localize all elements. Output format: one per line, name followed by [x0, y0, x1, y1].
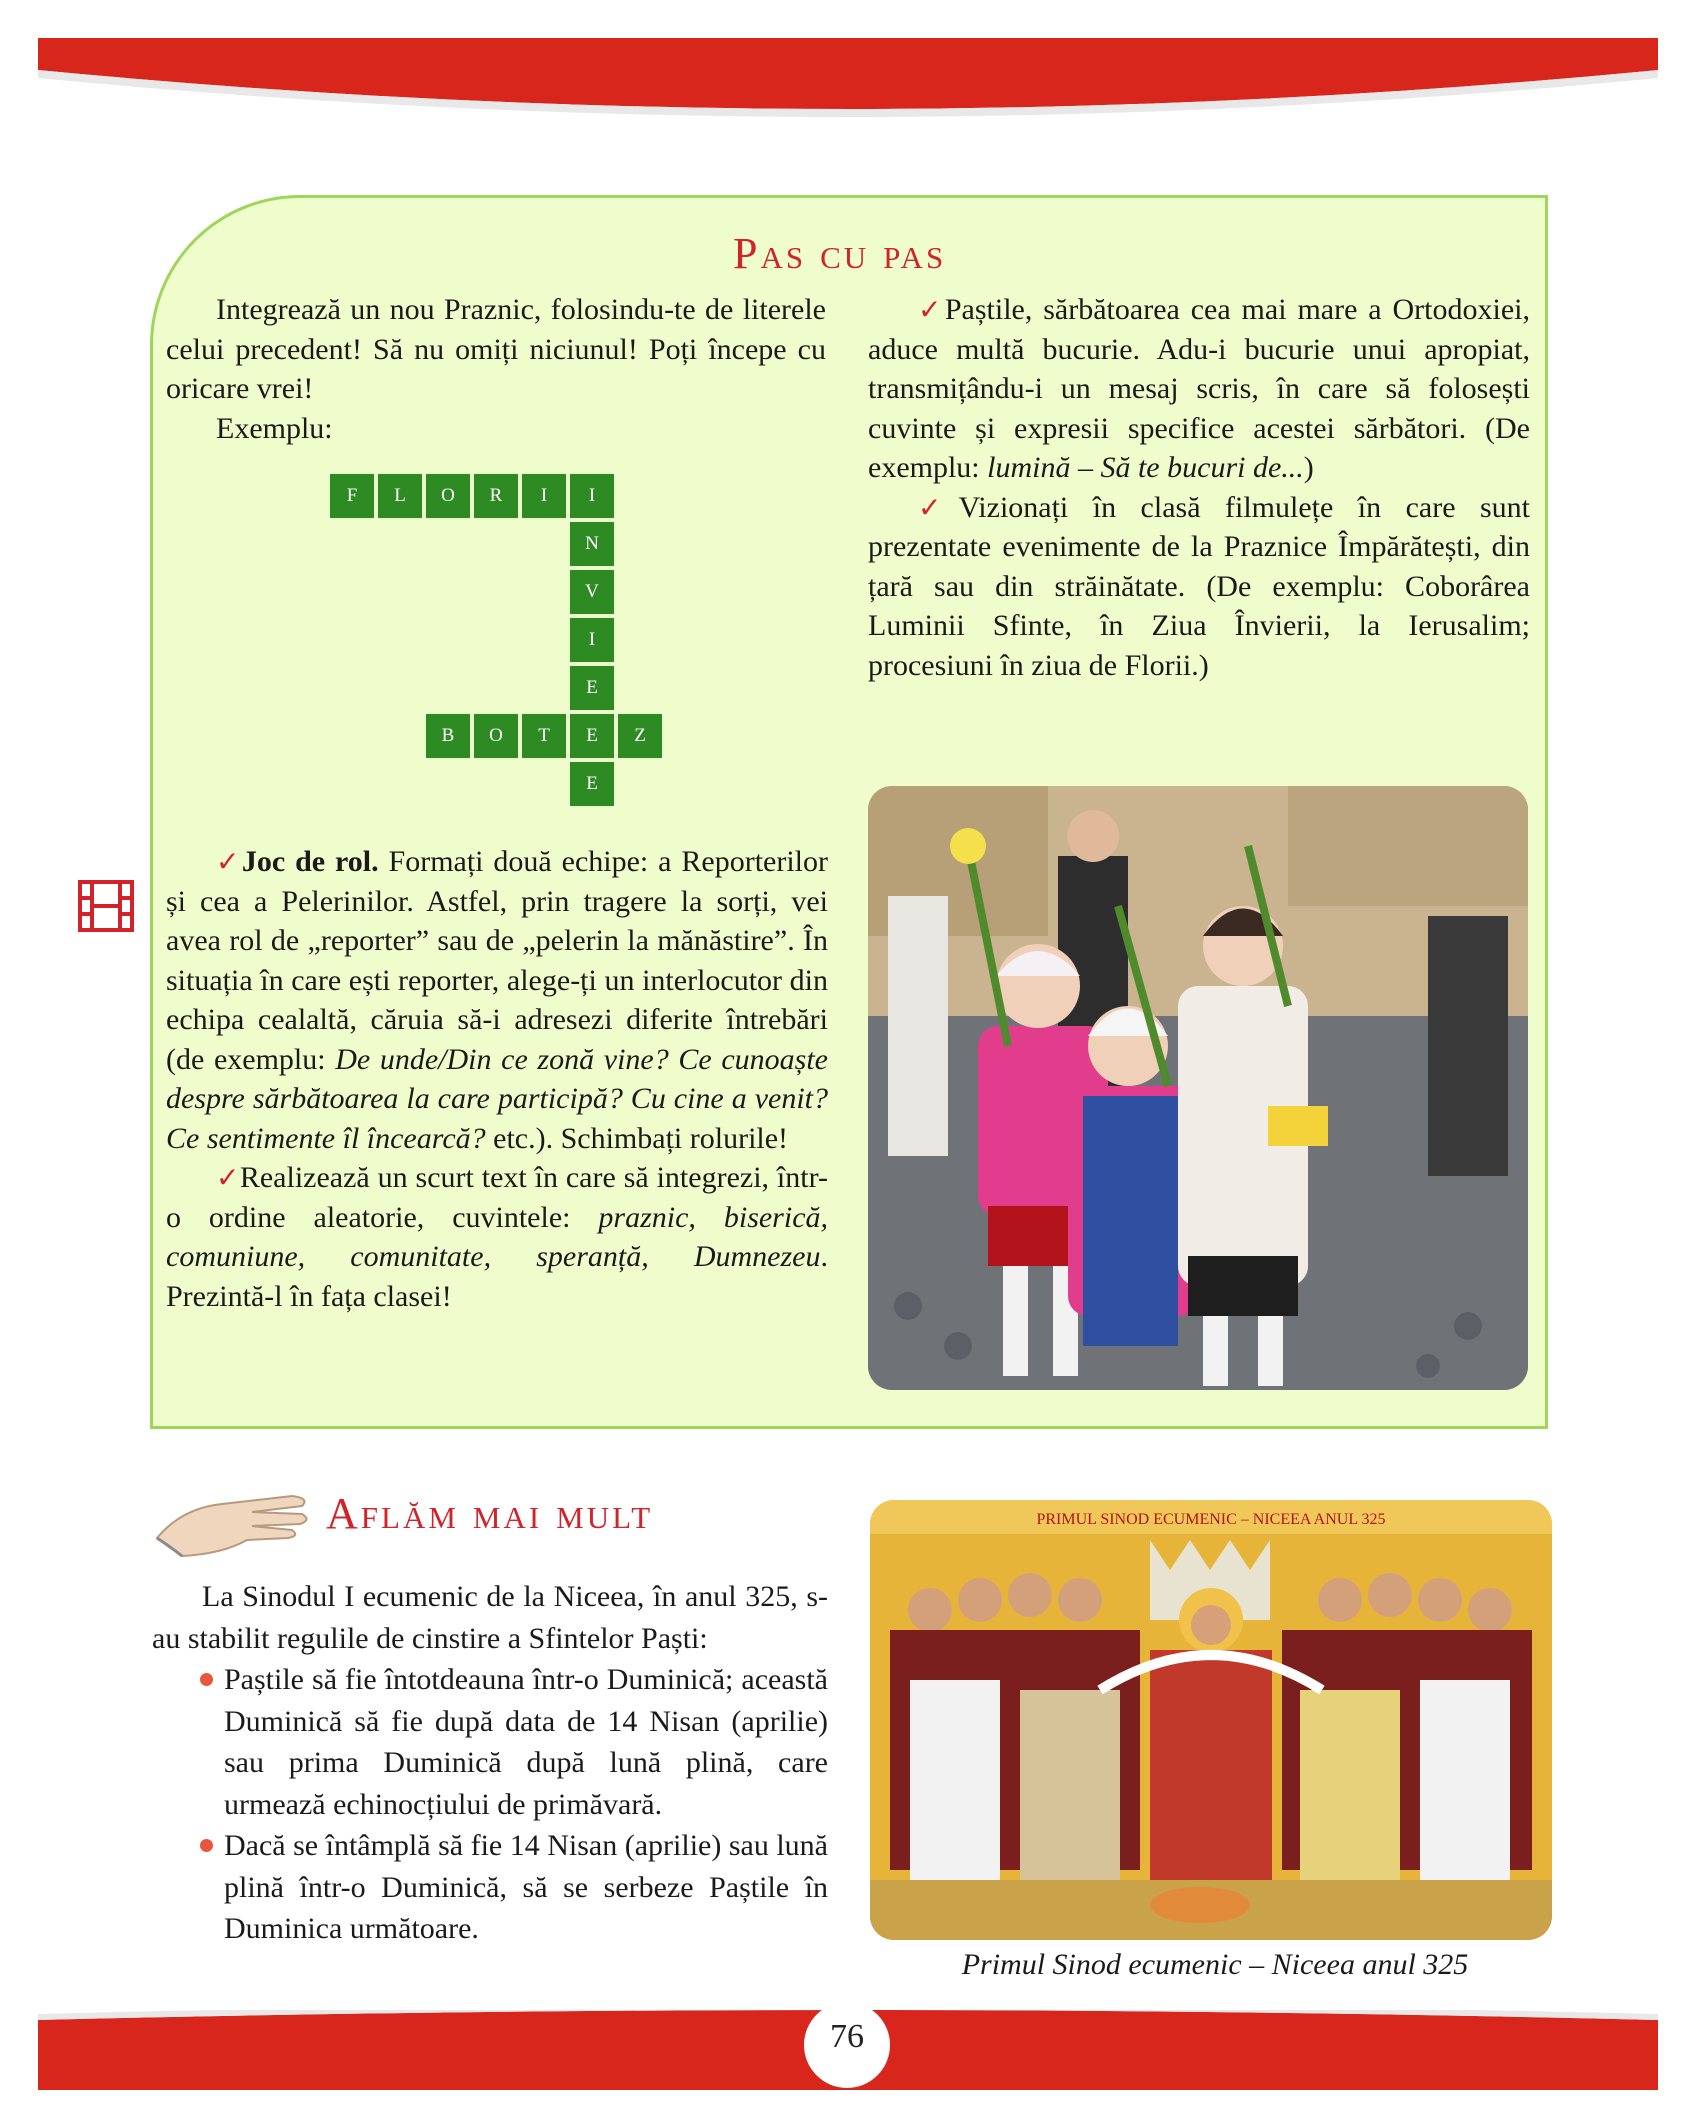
right-column-text: [868, 290, 1530, 685]
palm-sunday-photo: [868, 786, 1528, 1390]
crossword-cell: I: [522, 474, 566, 518]
crossword-cell: T: [522, 714, 566, 758]
check-icon: ✓: [918, 293, 945, 326]
crossword-cell: B: [426, 714, 470, 758]
pastile-example: lumină – Să te bucuri de...: [987, 451, 1304, 484]
council-caption: Primul Sinod ecumenic – Niceea anul 325: [961, 1948, 1469, 1981]
pastile-text: Paștile, sărbătoarea cea mai mare a Ortodoxiei, aduce multă bucurie. Adu-i bucurie unui apropiat, transmițându-i un mesaj scris, în care să folosești cuvinte și expresii specifice acestei sărbători. (De exemplu:: [868, 293, 1530, 484]
crossword-cell: F: [330, 474, 374, 518]
realizeaza-words: praznic, biserică, comuniune, comunitate, speranță, Dumnezeu: [166, 1200, 829, 1273]
crossword-cell: O: [426, 474, 470, 518]
activities-text: [166, 842, 828, 1316]
crossword-cell: V: [570, 570, 614, 614]
realizeaza-text-end: . Prezintă-l în fața clasei!: [166, 1240, 828, 1313]
bullet-text: Paștile să fie întotdeauna într-o Duminică; această Duminică să fie după data de 14 Nisan (aprilie) sau prima Duminică după lună plină, care urmează echinocțiului de primăvară.: [224, 1663, 828, 1821]
pastile-text-end: ): [1303, 451, 1314, 484]
crossword-cell: I: [570, 474, 614, 518]
realizeaza-text: Realizează un scurt text în care să integrezi, într-o ordine aleatorie, cuvintele:: [166, 1161, 828, 1234]
crossword-instructions: [166, 290, 826, 448]
crossword-cell: E: [570, 714, 614, 758]
page-number: 76: [804, 2002, 890, 2088]
check-icon: ✓: [918, 490, 959, 524]
bullet-icon: [200, 1839, 213, 1852]
aflam-mai-mult-title: Aflăm mai mult: [326, 1489, 654, 1538]
crossword-cell: Z: [618, 714, 662, 758]
top-banner: [38, 38, 1658, 118]
intro-text: Integrează un nou Praznic, folosindu-te de literele celui precedent! Să nu omiți niciunul! Poți începe cu oricare vrei!: [166, 293, 826, 405]
joc-text: Formați două echipe: a Reporterilor și cea a Pelerinilor. Astfel, prin tragere la sorți, vei avea rol de „reporter” sau de „pelerin la mănăstire”. În situația în care ești reporter, alege-ți un interlocutor din echipa cealaltă, căruia să-i adresezi diferite întrebări (de exemplu:: [166, 845, 828, 1076]
joc-questions: De unde/Din ce zonă vine? Ce cunoaște despre sărbătoarea la care participă? Cu cine a venit? Ce sentimente îl încearcă?: [166, 1042, 828, 1155]
check-icon: ✓: [216, 845, 242, 878]
check-icon: ✓: [216, 1161, 240, 1194]
crossword-cell: L: [378, 474, 422, 518]
crossword-cell: E: [570, 666, 614, 710]
bullet-text: Dacă se întâmplă să fie 14 Nisan (aprilie) sau lună plină într-o Duminică, să se serbeze Paștile în Duminica următoare.: [224, 1829, 828, 1945]
crossword-cell: N: [570, 522, 614, 566]
example-label: Exemplu:: [216, 411, 333, 445]
council-icon-image: [870, 1500, 1552, 1940]
list-item: [152, 1659, 828, 1825]
crossword-cell: E: [570, 762, 614, 806]
crossword-cell: I: [570, 618, 614, 662]
joc-de-rol-heading: Joc de rol.: [241, 845, 379, 878]
icon-inscription: PRIMUL SINOD ECUMENIC – NICEEA ANUL 325: [1036, 1511, 1386, 1528]
film-icon: [78, 880, 134, 932]
aflam-intro: La Sinodul I ecumenic de la Niceea, în anul 325, s-au stabilit regulile de cinstire a Sfintelor Paști:: [152, 1580, 828, 1655]
vizionati-text: Vizionați în clasă filmulețe în care sunt prezentate evenimente de la Praznice Împărătești, din țară sau din străinătate. (De exemplu: Coborârea Luminii Sfinte, în Ziua Învierii, la Ierusalim; procesiuni în ziua de Florii.): [868, 490, 1530, 682]
pointing-hand-icon: [152, 1468, 312, 1558]
list-item: [152, 1825, 828, 1950]
crossword-cell: R: [474, 474, 518, 518]
crossword-cell: O: [474, 714, 518, 758]
crossword-grid: [330, 474, 690, 810]
pas-cu-pas-title: Pas cu pas: [733, 229, 947, 278]
joc-text-end: etc.). Schimbați rolurile!: [485, 1121, 789, 1155]
bullet-icon: [200, 1673, 213, 1686]
aflam-text: [152, 1576, 828, 1950]
